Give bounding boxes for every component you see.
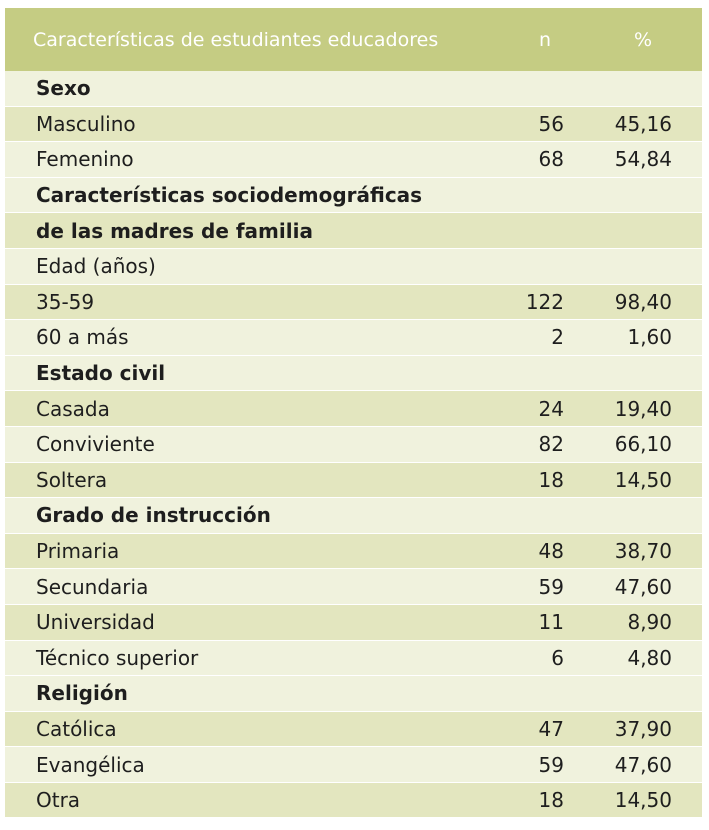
row-n: 24 [538,396,564,421]
section-row [5,213,702,249]
section-row [5,356,702,392]
table-row [5,107,702,143]
table-body [5,71,702,818]
row-label: Otra [36,788,81,813]
table-row [5,427,702,463]
table-row [5,605,702,641]
row-label: Estado civil [36,361,166,386]
row-percent: 8,90 [627,610,672,635]
table-row [5,285,702,321]
table-row [5,249,702,285]
row-label: Primaria [36,539,120,564]
row-label: Evangélica [36,752,145,777]
row-percent: 66,10 [614,432,672,457]
table-row [5,534,702,570]
table-row [5,463,702,499]
row-label: Técnico superior [36,645,199,670]
row-label: Casada [36,396,110,421]
row-label: Edad (años) [36,254,156,279]
row-label: Secundaria [36,574,149,599]
row-n: 11 [538,610,564,635]
header-n: n [538,28,552,51]
row-n: 6 [551,645,564,670]
row-n: 56 [538,111,564,136]
row-n: 47 [538,716,564,741]
row-percent: 1,60 [627,325,672,350]
row-label: Sexo [36,76,91,101]
row-percent: 4,80 [627,645,672,670]
row-n: 2 [551,325,564,350]
row-percent: 14,50 [614,788,672,813]
section-row [5,71,702,107]
row-label: Católica [36,716,117,741]
section-row [5,498,702,534]
row-percent: 37,90 [614,716,672,741]
row-label: de las madres de familia [36,218,313,243]
data-table [5,8,702,818]
header-label: Características de estudiantes educadores [33,28,439,51]
row-label: Femenino [36,147,134,172]
row-percent: 38,70 [614,539,672,564]
row-n: 122 [525,289,564,314]
row-n: 68 [538,147,564,172]
table-row [5,569,702,605]
section-row [5,178,702,214]
row-label: 35-59 [36,289,95,314]
row-percent: 19,40 [614,396,672,421]
row-n: 18 [538,467,564,492]
row-label: 60 a más [36,325,129,350]
row-label: Religión [36,681,128,706]
row-percent: 45,16 [614,111,672,136]
row-n: 48 [538,539,564,564]
table-row [5,712,702,748]
row-percent: 47,60 [614,574,672,599]
table-row [5,641,702,677]
row-percent: 54,84 [614,147,672,172]
row-label: Grado de instrucción [36,503,271,528]
row-label: Características sociodemográficas [36,183,423,208]
section-row [5,676,702,712]
table-header [5,8,702,71]
row-label: Masculino [36,111,136,136]
table-row [5,783,702,819]
row-n: 59 [538,752,564,777]
row-percent: 14,50 [614,467,672,492]
row-percent: 47,60 [614,752,672,777]
row-percent: 98,40 [614,289,672,314]
table-row [5,391,702,427]
row-label: Soltera [36,467,108,492]
header-percent: % [633,28,653,51]
table-row [5,747,702,783]
row-label: Universidad [36,610,155,635]
row-label: Conviviente [36,432,155,457]
table-row [5,320,702,356]
row-n: 59 [538,574,564,599]
row-n: 18 [538,788,564,813]
table-row [5,142,702,178]
row-n: 82 [538,432,564,457]
